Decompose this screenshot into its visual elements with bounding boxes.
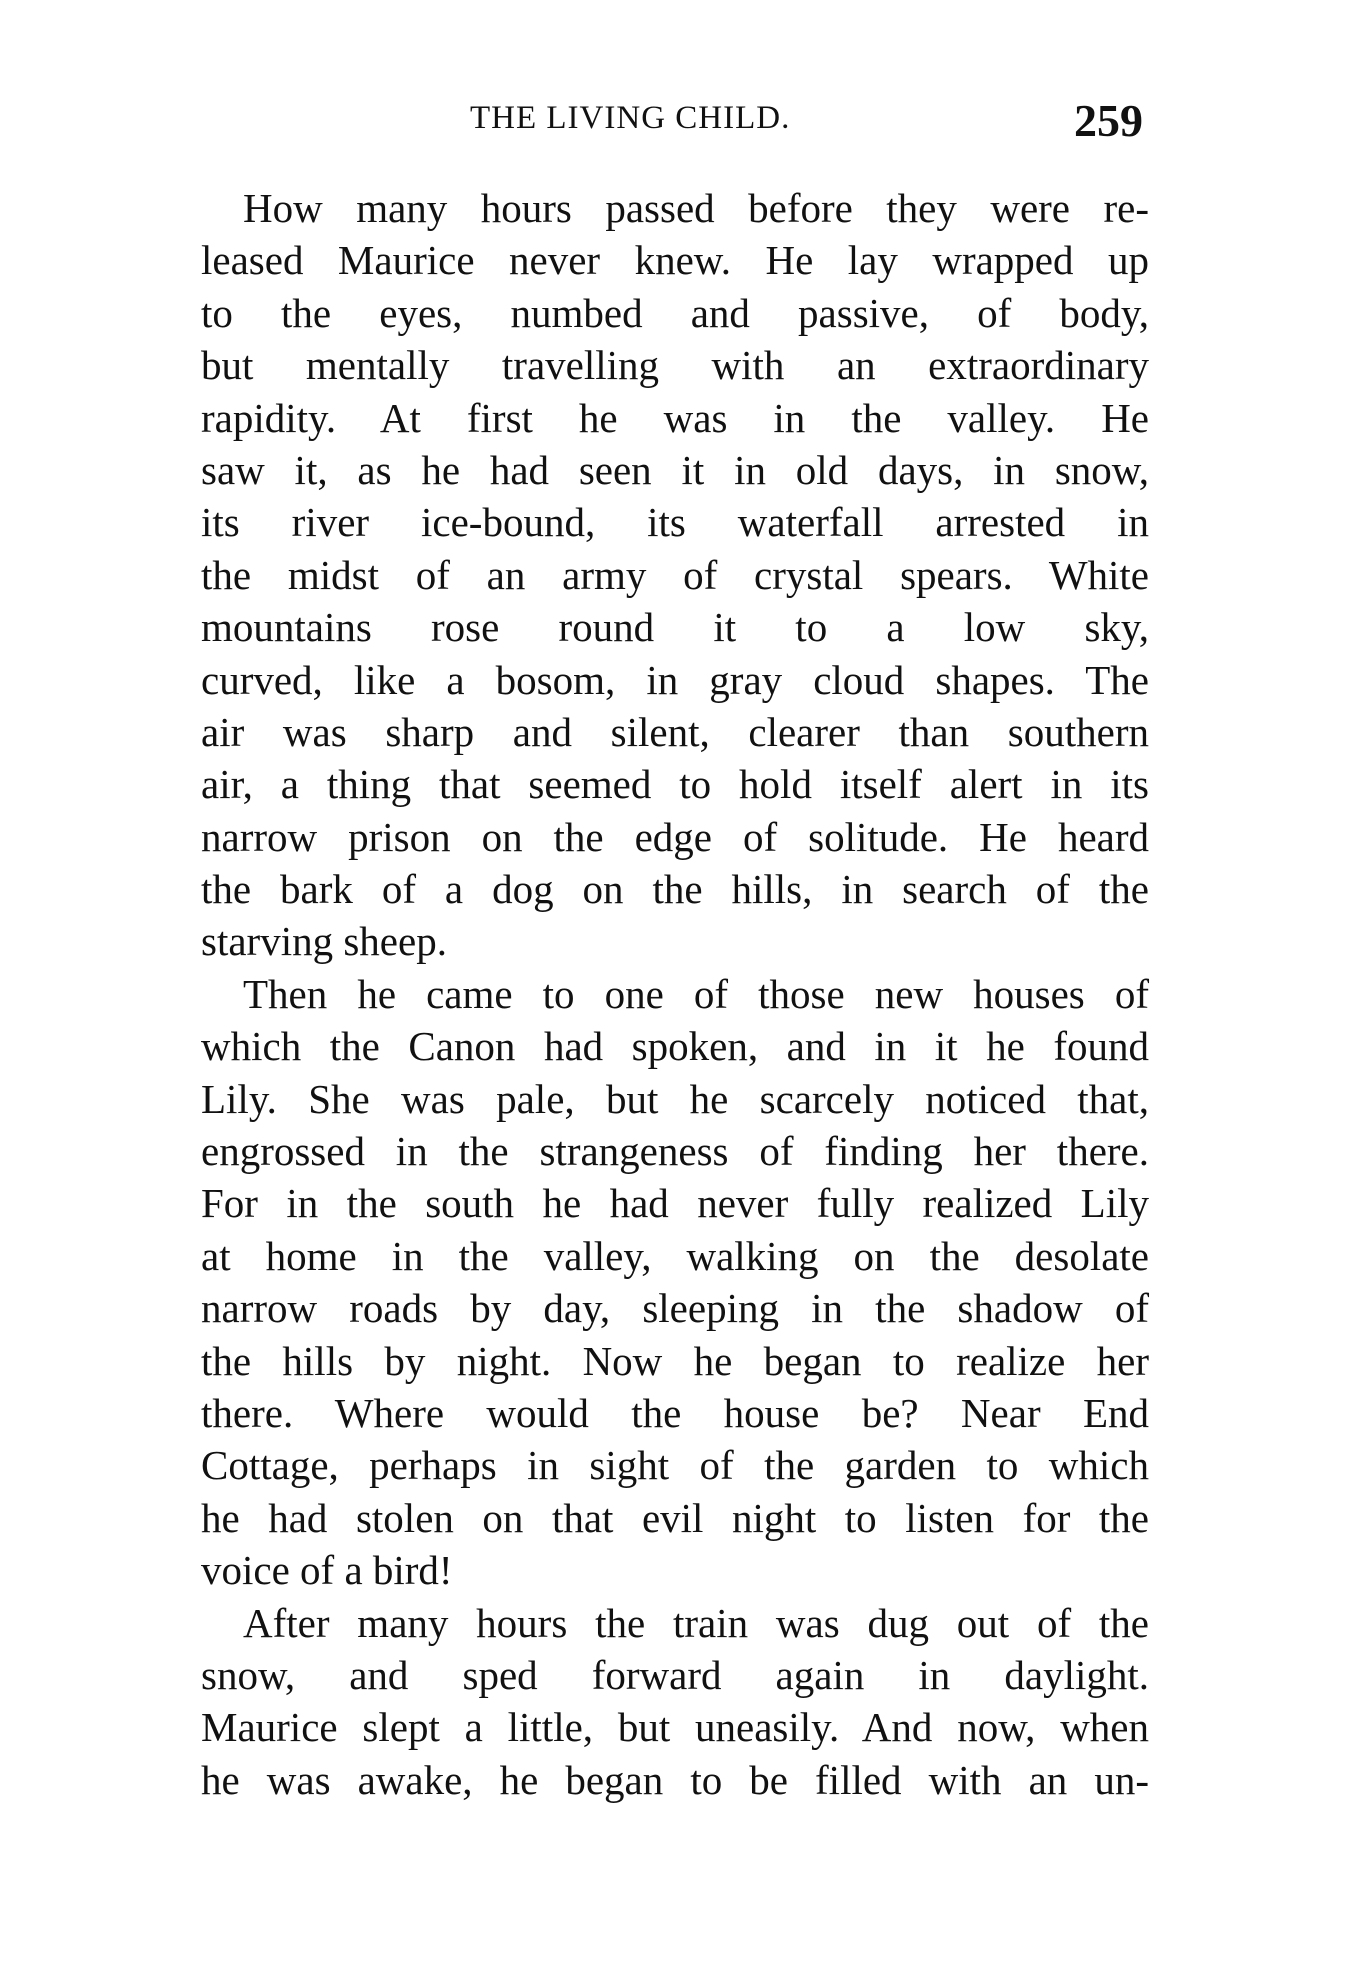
text-line: saw it, as he had seen it in old days, in snow, [201,446,1149,493]
page-number: 259 [1074,95,1143,146]
text-line: narrow prison on the edge of solitude. He heard [201,813,1149,860]
paragraph [201,182,1149,968]
text-line: snow, and sped forward again in daylight. [201,1651,1149,1698]
text-line: he was awake, he began to be filled with an un- [201,1756,1149,1803]
text-line: its river ice-bound, its waterfall arrested in [201,499,1149,546]
text-line: Then he came to one of those new houses of [243,970,1149,1017]
text-line: the midst of an army of crystal spears. White [201,551,1149,598]
text-line: but mentally travelling with an extraordinary [201,342,1149,389]
text-line: the hills by night. Now he began to realize her [201,1337,1149,1384]
text-line: Lily. She was pale, but he scarcely noticed that, [201,1075,1149,1122]
text-line: After many hours the train was dug out of the [243,1599,1149,1646]
text-line: air was sharp and silent, clearer than southern [201,708,1149,755]
text-line: engrossed in the strangeness of finding her there. [201,1128,1149,1175]
text-line: narrow roads by day, sleeping in the shadow of [201,1285,1149,1332]
body-text [201,182,1149,1806]
text-line: curved, like a bosom, in gray cloud shapes. The [201,656,1149,703]
text-line: leased Maurice never knew. He lay wrapped up [201,237,1149,284]
page-header [0,95,1360,150]
text-line: mountains rose round it to a low sky, [201,604,1149,651]
text-line: Maurice slept a little, but uneasily. And now, when [201,1704,1149,1751]
text-line: Cottage, perhaps in sight of the garden to which [201,1442,1149,1489]
text-line: which the Canon had spoken, and in it he found [201,1023,1149,1070]
text-line: at home in the valley, walking on the desolate [201,1232,1149,1279]
text-line: rapidity. At first he was in the valley. He [201,394,1149,441]
text-line: there. Where would the house be? Near End [201,1389,1149,1436]
text-line: starving sheep. [201,918,447,965]
text-line: to the eyes, numbed and passive, of body, [201,289,1149,336]
text-line: voice of a bird! [201,1547,453,1594]
paragraph [201,968,1149,1597]
text-line: air, a thing that seemed to hold itself alert in its [201,761,1149,808]
text-line: the bark of a dog on the hills, in search of the [201,866,1149,913]
text-line: For in the south he had never fully realized Lily [201,1180,1149,1227]
paragraph [201,1597,1149,1807]
running-title: THE LIVING CHILD. [470,100,791,136]
text-line: he had stolen on that evil night to listen for the [201,1494,1149,1541]
text-line: How many hours passed before they were re- [243,185,1149,231]
